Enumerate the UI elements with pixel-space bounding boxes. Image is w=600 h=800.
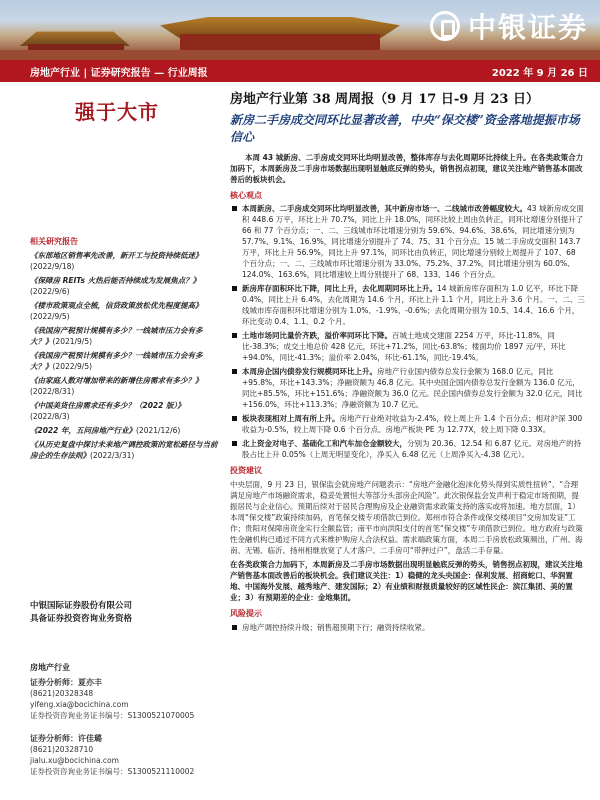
related-report-title: 《我国房产税预计规模有多少？一线城市压力会有多大？》 — [30, 351, 203, 371]
related-report-date: (2022/9/6) — [30, 287, 70, 296]
analyst-license: 证券投资咨询业务证书编号：S1300521110002 — [30, 767, 195, 776]
report-date: 2022 年 9 月 26 日 — [491, 67, 588, 79]
core-view-lead: 本周新房、二手房成交同环比均明显改善，其中新房市场一、二线城市改善幅度较大。 — [242, 204, 527, 213]
brand-logo — [430, 6, 588, 46]
brand-name: 中银证券 — [467, 11, 588, 44]
risk-title: 风险提示 — [230, 609, 262, 618]
investment-advice-paragraph: 在各类政策合力加码下，本周新房及二手房市场数据出现明显触底反弹的势头，销售拐点初现，建议关注地产销售基本面改善后的板块机会。我们建议关注：1）稳健的龙头央国企：保利发展、招商蛇口、华润置地、中国海外发展、越秀地产、建发国际；2）有业绩和财报质量较好的区域性民企：滨江集团、美的置业；3）有预期差的企业：金地集团。 — [230, 560, 583, 602]
investment-advice-title: 投资建议 — [230, 466, 262, 475]
related-report-item[interactable] — [30, 250, 220, 272]
firm-name: 中银国际证券股份有限公司 — [30, 601, 133, 611]
core-view-item — [230, 438, 585, 460]
core-views-title: 核心观点 — [230, 191, 262, 200]
core-view-lead: 北上资金对电子、基础化工和汽车加仓金额较大， — [242, 439, 407, 448]
core-view-item — [230, 203, 585, 280]
related-report-date: (2021/12/6) — [136, 426, 181, 435]
analyst-phone: (8621)20328348 — [30, 689, 94, 698]
core-view-item — [230, 413, 585, 435]
related-report-title: 《2022 年，五问房地产行业》 — [30, 426, 136, 435]
core-view-item — [230, 366, 585, 410]
related-report-title: 《由家庭人数对增加带来的新增住房需求有多少？》 — [30, 376, 203, 385]
core-view-item — [230, 330, 585, 363]
core-view-lead: 新房库存面积环比下降，同比上升，去化周期同环比上升。 — [242, 284, 437, 293]
related-report-item[interactable] — [30, 375, 220, 397]
core-view-lead: 本周房企国内债券发行规模同环比上升。 — [242, 367, 377, 376]
core-view-body: 43 城新房成交面积 448.6 万平，环比上升 70.7%，同比上升 18.0%，同环比较上周由负转正，同环比增速分别提升了 66 和 77 个百分点；一、二、三线城市环比增速分别为 59.6%、94.6%、38.6%，同比增速分别为 57.7%、9.1%、16.9%，同比增速分别提升了 74、75、31 个百分点。15 城二手房成交面积 143.7 万平，环比上升 56.9%，同比上升 97.1%，同环比由负转正，同比增速分别较上周提升了 107、68 个百分点；一、二、三线城市环比增速分别为 33.0%、75.2%、37.2%，同比增速分别为 60.0%、124.0%、163.6%，同比增速较上周分别提升了 68、133、146 个百分点。 — [242, 204, 584, 279]
report-header-bar — [0, 60, 600, 82]
related-report-date: (2022/9/18) — [30, 262, 75, 271]
related-report-title: 《东部地区销售率先改善，新开工与投资持续低迷》 — [30, 251, 203, 260]
core-view-body: 房地产行业国内债券总发行金额为 168.0 亿元，同比+95.8%，环比+143.3%；净融资额为 46.8 亿元。其中央国企国内债券总发行金额为 136.0 亿元，同比+85.5%，环比+151.6%；净融资额为 36.0 亿元。民企国内债券总发行金额为 32.0 亿元，同比+156.0%，环比+113.3%；净融资额为 10.7 亿元。 — [242, 367, 583, 409]
related-reports-list — [30, 250, 220, 464]
core-view-body: 14 城新房库存面积为 1.0 亿平，环比下降 0.4%，同比上升 6.4%，去化周期为 14.6 个月，环比上升 1.1 个月，同比上升 3.6 个月。一、二、三线城市库存面积环比增速分别为 1.0%、-1.9%、-0.6%；去化周期分别为 10.5、14.4、16.6 个月，环比变动 0.4、1.1、0.2 个月。 — [242, 284, 585, 326]
related-report-item[interactable] — [30, 300, 220, 322]
core-view-lead: 板块表现相对上周有所上升。 — [242, 414, 340, 423]
analyst-license: 证券投资咨询业务证书编号：S1300521070005 — [30, 711, 195, 720]
investment-advice-paragraph: 中央层面，9 月 23 日，银保监会就房地产问题表示：“房地产金融化泡沫化势头得到实质性扭转”、“合理满足房地产市场融资需求，稳妥处置恒大等部分头部房企风险”。此次银保监会发声利于稳定市场预期，提振居民与企业信心。预期后续对于居民合理购房及企业融资需求政策支持的落实或将加速。地方层面，1）本周“保交楼”政策持续加码，首笔保交楼专项借款已到位。郑州市符合条件或保交楼项目“交房加发证”工作；贵阳对保障房资金实行全额监管；南平市向洪阳支付的首笔“保交楼”专项借款已到位。地方政府与政策性金融机构已通过不同方式来维护购房人合法权益。需求端政策方面，本周二手房放松政策频出，广州、海南、无锡、临沂、扬州相继放宽了人才落户、二手房可“带押过户”，盘活二手存量。 — [230, 480, 583, 555]
core-view-body: 百城土地成交建面 2254 万平，环比-11.8%，同比-38.3%；成交土地总价 428 亿元，环比+71.2%，同比-63.8%；楼面均价 1897 元/平，环比+94.0%，同比-41.3%；溢价率 2.04%，环比-61.1%，同比-19.4%。 — [242, 331, 566, 362]
firm-qualification: 具备证券投资咨询业务资格 — [30, 614, 133, 624]
analyst-email[interactable]: jialu.xu@bocichina.com — [30, 756, 119, 765]
main-content — [230, 84, 585, 633]
related-report-title: 《从历史复盘中探讨未来地产调控政策的宽松路径与当前房企的生存法则》 — [30, 440, 218, 460]
core-view-body: 分别为 20.36、12.54 和 6.87 亿元。对房地产的持股占比上升 0.05%（上周无明显变化），净买入 6.48 亿元（上周净买入-4.38 亿元）。 — [242, 439, 582, 459]
bank-logo-icon — [430, 11, 460, 41]
related-report-item[interactable] — [30, 325, 220, 347]
analyst-name: 证券分析师：夏亦丰 — [30, 678, 102, 687]
core-view-item — [230, 283, 585, 327]
core-view-lead: 土地市场同比量价齐跌，溢价率同环比下降。 — [242, 331, 392, 340]
related-report-title: 《楼市政策观点全梳，信贷政策放松优先程度提高》 — [30, 301, 203, 310]
related-report-item[interactable] — [30, 400, 220, 422]
related-report-date: (2022/8/31) — [30, 387, 75, 396]
report-subtitle: 新房二手房成交同环比显著改善，中央“保交楼”资金落地提振市场信心 — [230, 113, 580, 144]
analyst-section-title: 房地产行业 — [30, 663, 70, 672]
report-intro: 本周 43 城新房、二手房成交同环比均明显改善，整体库存与去化周期环比持续上升。在各类政策合力加码下，本周新房及二手房市场数据出现明显触底反弹的势头，销售拐点初现，建议关注地产销售基本面改善后的板块机会。 — [230, 153, 584, 184]
related-report-title: 《保障房 REITs 火热后能否持续成为发展焦点？》 — [30, 276, 201, 285]
related-report-item[interactable] — [30, 425, 220, 436]
related-report-date: (2022/9/5) — [30, 312, 70, 321]
related-report-title: 《中国美货住房需求还有多少？（2022 版）》 — [30, 401, 185, 410]
header-banner — [0, 0, 600, 60]
related-report-date: (2022/9/5) — [52, 362, 93, 371]
related-report-item[interactable] — [30, 350, 220, 372]
analyst-phone: (8621)20328710 — [30, 745, 94, 754]
report-title: 房地产行业第 38 周周报（9 月 17 日-9 月 23 日） — [230, 92, 539, 107]
related-report-date: (2022/3/31) — [90, 451, 135, 460]
related-reports-title: 相关研究报告 — [30, 237, 78, 246]
analyst-email[interactable]: yifeng.xia@bocichina.com — [30, 700, 129, 709]
related-report-item[interactable] — [30, 275, 220, 297]
banner-ground — [0, 50, 600, 60]
risk-item: 房地产调控持续升级；销售超预期下行；融资持续收紧。 — [230, 622, 585, 633]
related-report-item[interactable] — [30, 439, 220, 461]
analyst-card — [30, 733, 220, 777]
core-view-body: 房地产行业绝对收益为-2.4%，较上周上升 1.4 个百分点；相对沪深 300 收益为-0.5%，较上周下降 0.6 个百分点。房地产板块 PE 为 12.77X，较上周下降 0.33X。 — [242, 414, 583, 434]
core-views-list — [230, 203, 585, 460]
firm-info — [30, 600, 220, 626]
related-report-date: (2022/8/3) — [30, 412, 70, 421]
analyst-name: 证券分析师：许佳璐 — [30, 734, 102, 743]
analyst-card — [30, 677, 220, 721]
related-report-date: (2021/9/5) — [52, 337, 93, 346]
report-category: 房地产行业 | 证券研究报告 — 行业周报 — [30, 67, 208, 79]
industry-rating: 强于大市 — [75, 100, 159, 124]
related-report-title: 《我国房产税预计规模有多少？一线城市压力会有多大？》 — [30, 326, 203, 346]
